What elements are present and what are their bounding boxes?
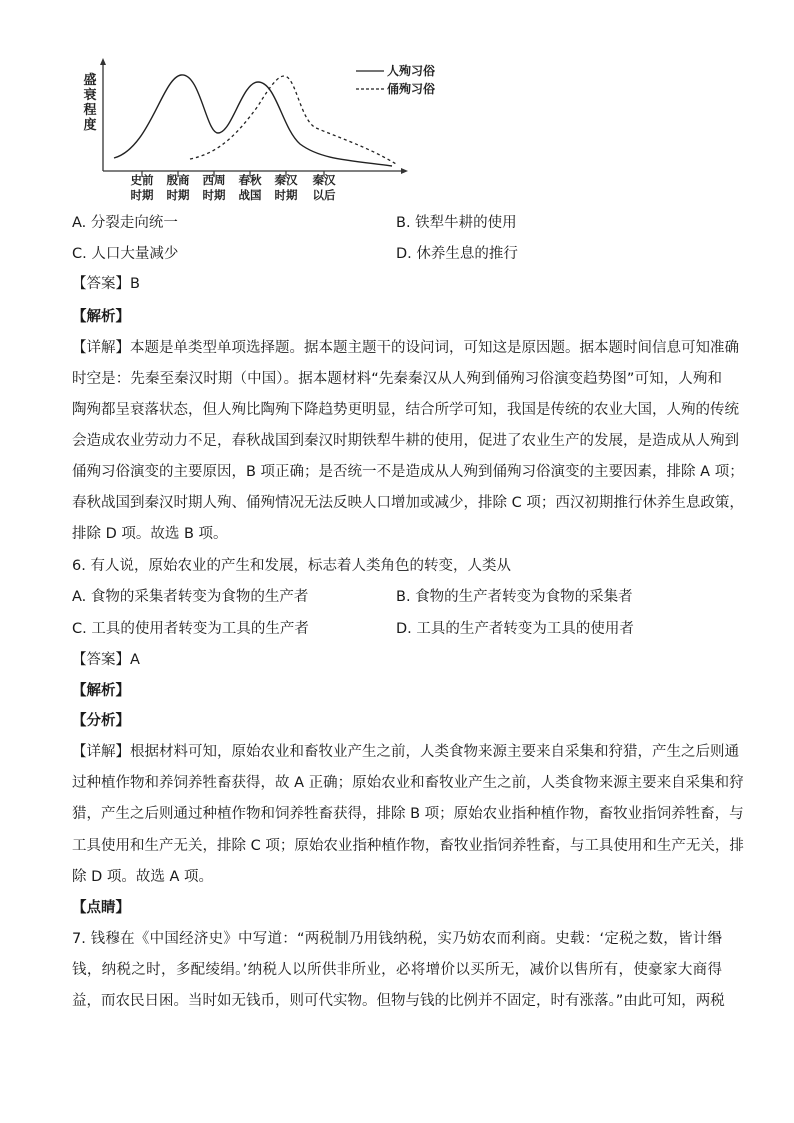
- q5-option-d: D. 休养生息的推行: [396, 246, 518, 262]
- q7-line-3: 益，而农民日困。当时如无钱币，则可代实物。但物与钱的比例并不固定，时有涨落。”由此可知，两税: [72, 993, 725, 1009]
- x-tick-label: 时期: [202, 188, 226, 202]
- x-tick-label: 殷商: [166, 173, 190, 187]
- q5-option-b: B. 铁犁牛耕的使用: [396, 215, 517, 231]
- q6-option-a: A. 食物的采集者转变为食物的生产者: [72, 589, 309, 605]
- q6-option-d: D. 工具的生产者转变为工具的使用者: [396, 621, 634, 637]
- q6-detail-line-1: 【详解】根据材料可知，原始农业和畜牧业产生之前，人类食物来源主要来自采集和狩猎，产生之后则通: [72, 744, 739, 760]
- legend-label-figurine: 俑殉习俗: [387, 82, 436, 96]
- x-tick-label: 秦汉: [312, 173, 336, 187]
- q7-line-1: 7. 钱穆在《中国经济史》中写道：“两税制乃用钱纳税，实乃妨农而利商。史载：‘定税之数，皆计缗: [72, 931, 722, 947]
- q5-detail-line-1: 【详解】本题是单类型单项选择题。据本题主题干的设问词，可知这是原因题。据本题时间信息可知准确: [72, 340, 739, 356]
- x-tick-label: 以后: [312, 188, 336, 202]
- y-axis-arrow: [100, 58, 106, 65]
- q6-detail-line-5: 除 D 项。故选 A 项。: [72, 869, 214, 885]
- x-tick-label: 春秋: [238, 173, 262, 187]
- q5-answer: 【答案】B: [72, 276, 140, 292]
- svg-text:盛衰程度: 盛衰程度: [83, 73, 97, 133]
- q5-option-a: A. 分裂走向统一: [72, 215, 178, 231]
- custom-evolution-chart: [70, 58, 450, 208]
- x-tick-label: 秦汉: [274, 173, 298, 187]
- q5-detail-line-6: 春秋战国到秦汉时期人殉、俑殉情况无法反映人口增加或减少，排除 C 项；西汉初期推行休养生息政策，: [72, 495, 744, 511]
- q5-option-c: C. 人口大量减少: [72, 246, 179, 262]
- series-line-figurine-sacrifice: [190, 76, 396, 164]
- x-axis-arrow: [401, 168, 408, 174]
- chart-legend: [356, 63, 435, 96]
- x-tick-label: 时期: [130, 188, 154, 202]
- q5-detail-line-2: 时空是：先秦至秦汉时期（中国）。据本题材料“先秦秦汉从人殉到俑殉习俗演变趋势图”可知，人殉和: [72, 371, 722, 387]
- q6-detail-line-3: 猎，产生之后则通过种植作物和饲养牲畜获得，排除 B 项；原始农业指种植作物，畜牧业指饲养牲畜，与: [72, 806, 744, 822]
- x-tick-label: 战国: [238, 188, 262, 202]
- q6-fenxi-header: 【分析】: [72, 713, 130, 729]
- q6-detail-line-2: 过种植作物和养饲养牲畜获得，故 A 正确；原始农业和畜牧业产生之前，人类食物来源主要来自采集和狩: [72, 775, 744, 791]
- q6-analysis-header: 【解析】: [72, 683, 130, 699]
- q6-option-c: C. 工具的使用者转变为工具的生产者: [72, 621, 309, 637]
- q5-detail-line-4: 会造成农业劳动力不足，春秋战国到秦汉时期铁犁牛耕的使用，促进了农业生产的发展，是造成从人殉到: [72, 433, 739, 449]
- y-axis-label: [83, 72, 96, 133]
- series-line-human-sacrifice: [114, 75, 392, 166]
- legend-label-human: 人殉习俗: [387, 64, 436, 78]
- q6-dianjing-header: 【点睛】: [72, 900, 130, 916]
- q5-detail-line-5: 俑殉习俗演变的主要原因，B 项正确；是否统一不是造成从人殉到俑殉习俗演变的主要因素，排除 A 项；: [72, 464, 744, 480]
- x-tick-label: 时期: [166, 188, 190, 202]
- x-tick-label: 史前: [130, 173, 154, 187]
- q6-option-b: B. 食物的生产者转变为食物的采集者: [396, 589, 633, 605]
- q6-answer: 【答案】A: [72, 652, 140, 668]
- x-tick-label: 时期: [274, 188, 298, 202]
- q5-detail-line-3: 陶殉都呈衰落状态，但人殉比陶殉下降趋势更明显，结合所学可知，我国是传统的农业大国，人殉的传统: [72, 402, 739, 418]
- q5-detail-line-7: 排除 D 项。故选 B 项。: [72, 526, 228, 542]
- q5-analysis-header: 【解析】: [72, 309, 130, 325]
- x-tick-label: 西周: [202, 173, 226, 187]
- q6-stem: 6. 有人说，原始农业的产生和发展，标志着人类角色的转变，人类从: [72, 558, 511, 574]
- q6-detail-line-4: 工具使用和生产无关，排除 C 项；原始农业指种植作物，畜牧业指饲养牲畜，与工具使用和生产无关，排: [72, 838, 744, 854]
- q7-line-2: 钱，纳税之时，多配绫绢。’纳税人以所供非所业，必将增价以买所无，减价以售所有，使豪家大商得: [72, 962, 722, 978]
